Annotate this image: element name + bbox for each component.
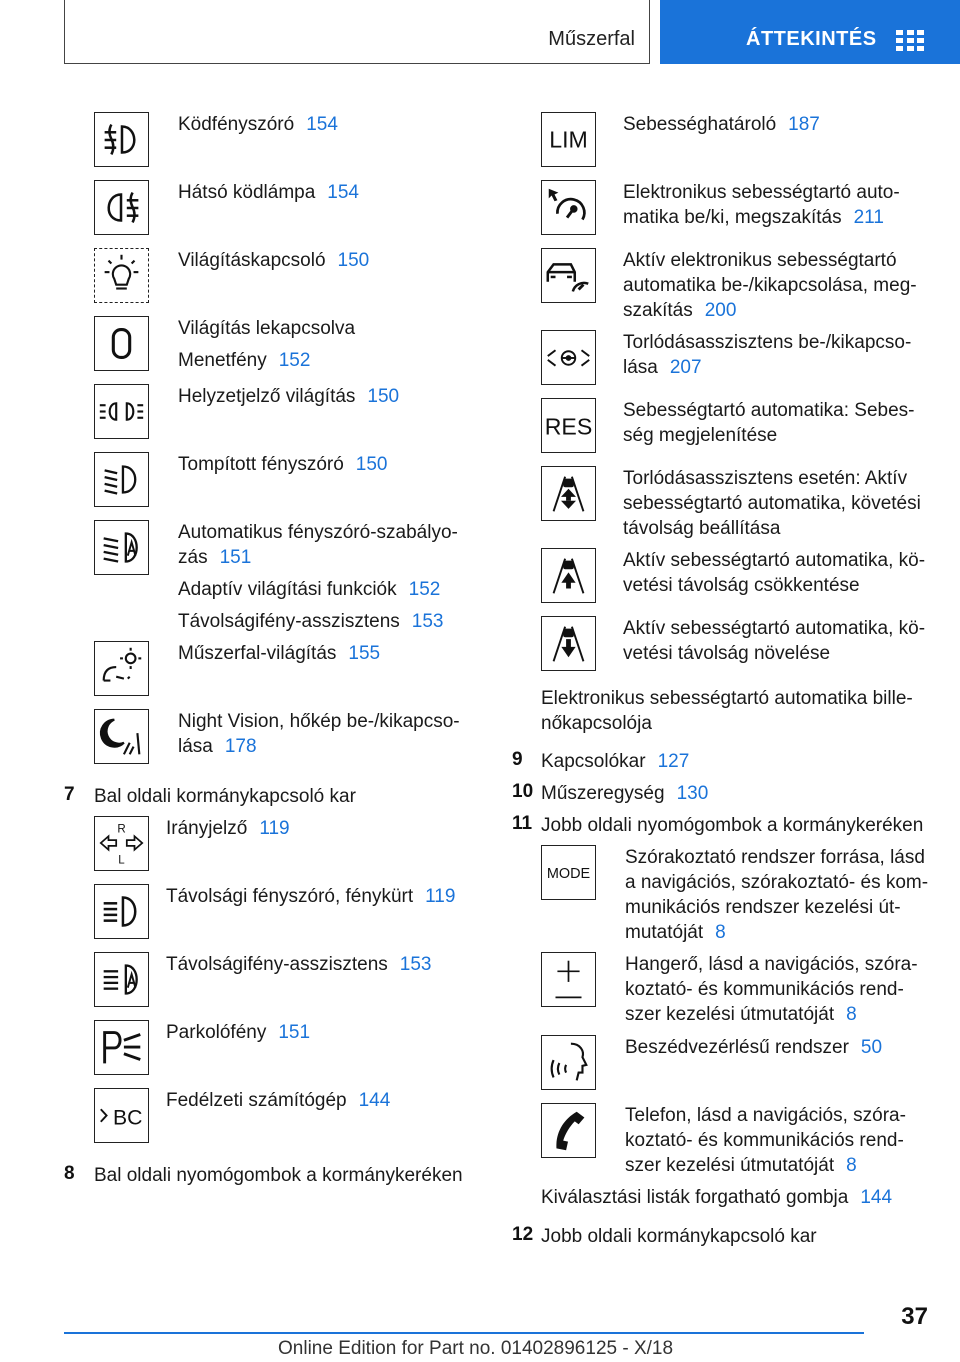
footer-edition: Online Edition for Part no. 01402896125 - X/18 <box>278 1338 674 1359</box>
grid-menu-icon[interactable] <box>896 30 924 52</box>
entry-instrument-light: Műszerfal-világítás 155 <box>178 643 381 664</box>
mode-button-icon <box>541 845 596 900</box>
page-ref[interactable]: 150 <box>367 386 400 407</box>
page-ref[interactable]: 150 <box>337 250 370 271</box>
page-ref[interactable]: 200 <box>704 300 737 321</box>
page-number: 37 <box>901 1303 928 1330</box>
entry-traffic-jam-assistant: Torlódásasszisztens be-/kikapcso- lása 207 <box>623 332 912 378</box>
icon-mode-label: MODE <box>546 865 591 882</box>
item-number: 7 <box>64 784 75 805</box>
entry-cruise-control-onoff: Elektronikus sebességtartó auto- matika be/ki, megszakítás 211 <box>623 182 900 228</box>
page-ref[interactable]: 151 <box>219 547 252 568</box>
item-number: 10 <box>512 781 534 802</box>
entry-fog-light: Ködfényszóró 154 <box>178 114 338 135</box>
page-ref[interactable]: 8 <box>715 922 726 943</box>
high-beam-icon <box>94 884 149 939</box>
entry-high-beam: Távolsági fényszóró, fénykürt 119 <box>166 886 456 907</box>
low-beam-icon <box>94 452 149 507</box>
entry-high-beam-assistant: Távolságifény-asszisztens 153 <box>166 954 432 975</box>
speed-limiter-icon <box>541 112 596 167</box>
page-ref[interactable]: 187 <box>788 114 820 135</box>
icon-r-label: R <box>117 823 126 836</box>
entry-increase-distance: Aktív sebességtartó automatika, kö- vetési távolság növelése <box>623 618 926 664</box>
entry-list-thumbwheel: Kiválasztási listák forgatható gombja 144 <box>541 1187 893 1208</box>
page-ref[interactable]: 151 <box>278 1022 311 1043</box>
phone-icon <box>541 1103 596 1158</box>
item-right-buttons: Jobb oldali nyomógombok a kormánykeréken <box>541 815 924 836</box>
entry-light-switch: Világításkapcsoló 150 <box>178 250 370 271</box>
page-ref[interactable]: 144 <box>860 1187 893 1208</box>
resume-speed-icon <box>541 398 596 453</box>
page-ref[interactable]: 119 <box>425 886 456 907</box>
entry-turn-signal: Irányjelző 119 <box>166 818 290 839</box>
entry-decrease-distance: Aktív sebességtartó automatika, kö- vetési távolság csökkentése <box>623 550 926 596</box>
entry-auto-headlight: Automatikus fényszóró-szabályo- zás 151 Adaptív világítási funkciók 152 Távolságifény-asszisztens 153 <box>178 522 458 632</box>
page-ref[interactable]: 130 <box>676 783 709 804</box>
page-ref[interactable]: 153 <box>411 611 444 632</box>
board-computer-icon <box>94 1088 149 1143</box>
page-ref[interactable]: 8 <box>846 1155 857 1176</box>
page-ref[interactable]: 127 <box>657 751 690 772</box>
voice-control-icon <box>541 1035 596 1090</box>
page-ref[interactable]: 211 <box>853 207 884 228</box>
entry-resume-speed: Sebességtartó automatika: Sebes- ség megjelenítése <box>623 400 915 446</box>
entry-low-beam: Tompított fényszóró 150 <box>178 454 388 475</box>
entry-cruise-rocker: Elektronikus sebességtartó automatika bille- nőkapcsolója <box>541 688 913 734</box>
entry-board-computer: Fedélzeti számítógép 144 <box>166 1090 391 1111</box>
page-ref[interactable]: 155 <box>348 643 381 664</box>
entry-voice-control: Beszédvezérlésű rendszer 50 <box>625 1037 883 1058</box>
entry-lights-off: Világítás lekapcsolva Menetfény 152 <box>178 318 356 371</box>
entry-mode: Szórakoztató rendszer forrása, lásd a navigációs, szórakoztató- és kom- munikációs rendszer kezelési út- mutatóját 8 <box>625 847 929 943</box>
front-fog-light-icon <box>94 112 149 167</box>
turn-signal-icon <box>94 816 149 871</box>
icon-l-label: L <box>118 854 125 867</box>
parking-light-icon <box>94 1020 149 1075</box>
entry-volume: Hangerő, lásd a navigációs, szóra- koztató- és kommunikációs rend- szer kezelési útmutatóját 8 <box>625 954 918 1025</box>
rear-fog-light-icon <box>94 180 149 235</box>
decrease-distance-icon <box>541 548 596 603</box>
entry-night-vision: Night Vision, hőkép be-/kikapcso- lása 178 <box>178 711 460 757</box>
active-cruise-control-icon <box>541 248 596 303</box>
traffic-jam-assistant-icon <box>541 330 596 385</box>
page-ref[interactable]: 152 <box>408 579 441 600</box>
page-ref[interactable]: 207 <box>669 357 702 378</box>
entry-rear-fog-light: Hátsó ködlámpa 154 <box>178 182 359 203</box>
lights-off-zero-icon <box>94 316 149 371</box>
cruise-control-onoff-icon <box>541 180 596 235</box>
light-switch-icon <box>94 248 149 303</box>
position-light-icon <box>94 384 149 439</box>
item-instrument-cluster: Műszeregység 130 <box>541 783 709 804</box>
page-ref[interactable]: 8 <box>846 1004 857 1025</box>
volume-plus-minus-icon <box>541 952 596 1007</box>
entry-phone: Telefon, lásd a navigációs, szóra- koztató- és kommunikációs rend- szer kezelési útmutatóját 8 <box>625 1105 906 1176</box>
header-section-box <box>64 0 650 64</box>
item-right-stalk: Jobb oldali kormánykapcsoló kar <box>541 1226 817 1247</box>
page-ref[interactable]: 154 <box>306 114 338 135</box>
icon-lim-label: LIM <box>549 126 588 153</box>
item-left-stalk: Bal oldali kormánykapcsoló kar <box>94 786 356 807</box>
icon-bc-label: BC <box>113 1106 143 1130</box>
high-beam-assistant-icon <box>94 952 149 1007</box>
page-ref[interactable]: 153 <box>399 954 432 975</box>
page-ref[interactable]: 119 <box>259 818 290 839</box>
night-vision-icon <box>94 709 149 764</box>
entry-position-light: Helyzetjelző világítás 150 <box>178 386 400 407</box>
entry-parking-light: Parkolófény 151 <box>166 1022 311 1043</box>
item-number: 8 <box>64 1163 75 1184</box>
item-lever: Kapcsolókar 127 <box>541 751 690 772</box>
auto-headlight-icon <box>94 520 149 575</box>
instrument-light-icon <box>94 641 149 696</box>
distance-setting-icon <box>541 466 596 521</box>
page-ref[interactable]: 150 <box>355 454 388 475</box>
page-ref[interactable]: 152 <box>278 350 311 371</box>
footer-divider <box>64 1332 864 1334</box>
entry-distance-setting: Torlódásasszisztens esetén: Aktív sebességtartó automatika, követési távolság beállítása <box>623 468 921 539</box>
header-chapter-title: ÁTTEKINTÉS <box>746 28 877 50</box>
item-number: 9 <box>512 749 523 770</box>
entry-speed-limiter: Sebességhatároló 187 <box>623 114 820 135</box>
page-ref[interactable]: 178 <box>224 736 257 757</box>
header-chapter-tab[interactable] <box>660 0 960 64</box>
item-number: 12 <box>512 1224 534 1245</box>
item-left-buttons: Bal oldali nyomógombok a kormánykeréken <box>94 1165 463 1186</box>
header-section-title: Műszerfal <box>548 28 635 50</box>
item-number: 11 <box>512 813 533 834</box>
page-ref[interactable]: 144 <box>358 1090 391 1111</box>
increase-distance-icon <box>541 616 596 671</box>
page-ref[interactable]: 154 <box>327 182 359 203</box>
page-ref[interactable]: 50 <box>860 1037 883 1058</box>
icon-res-label: RES <box>544 413 593 440</box>
entry-active-cruise-control: Aktív elektronikus sebességtartó automatika be-/kikapcsolása, meg- szakítás 200 <box>623 250 917 321</box>
